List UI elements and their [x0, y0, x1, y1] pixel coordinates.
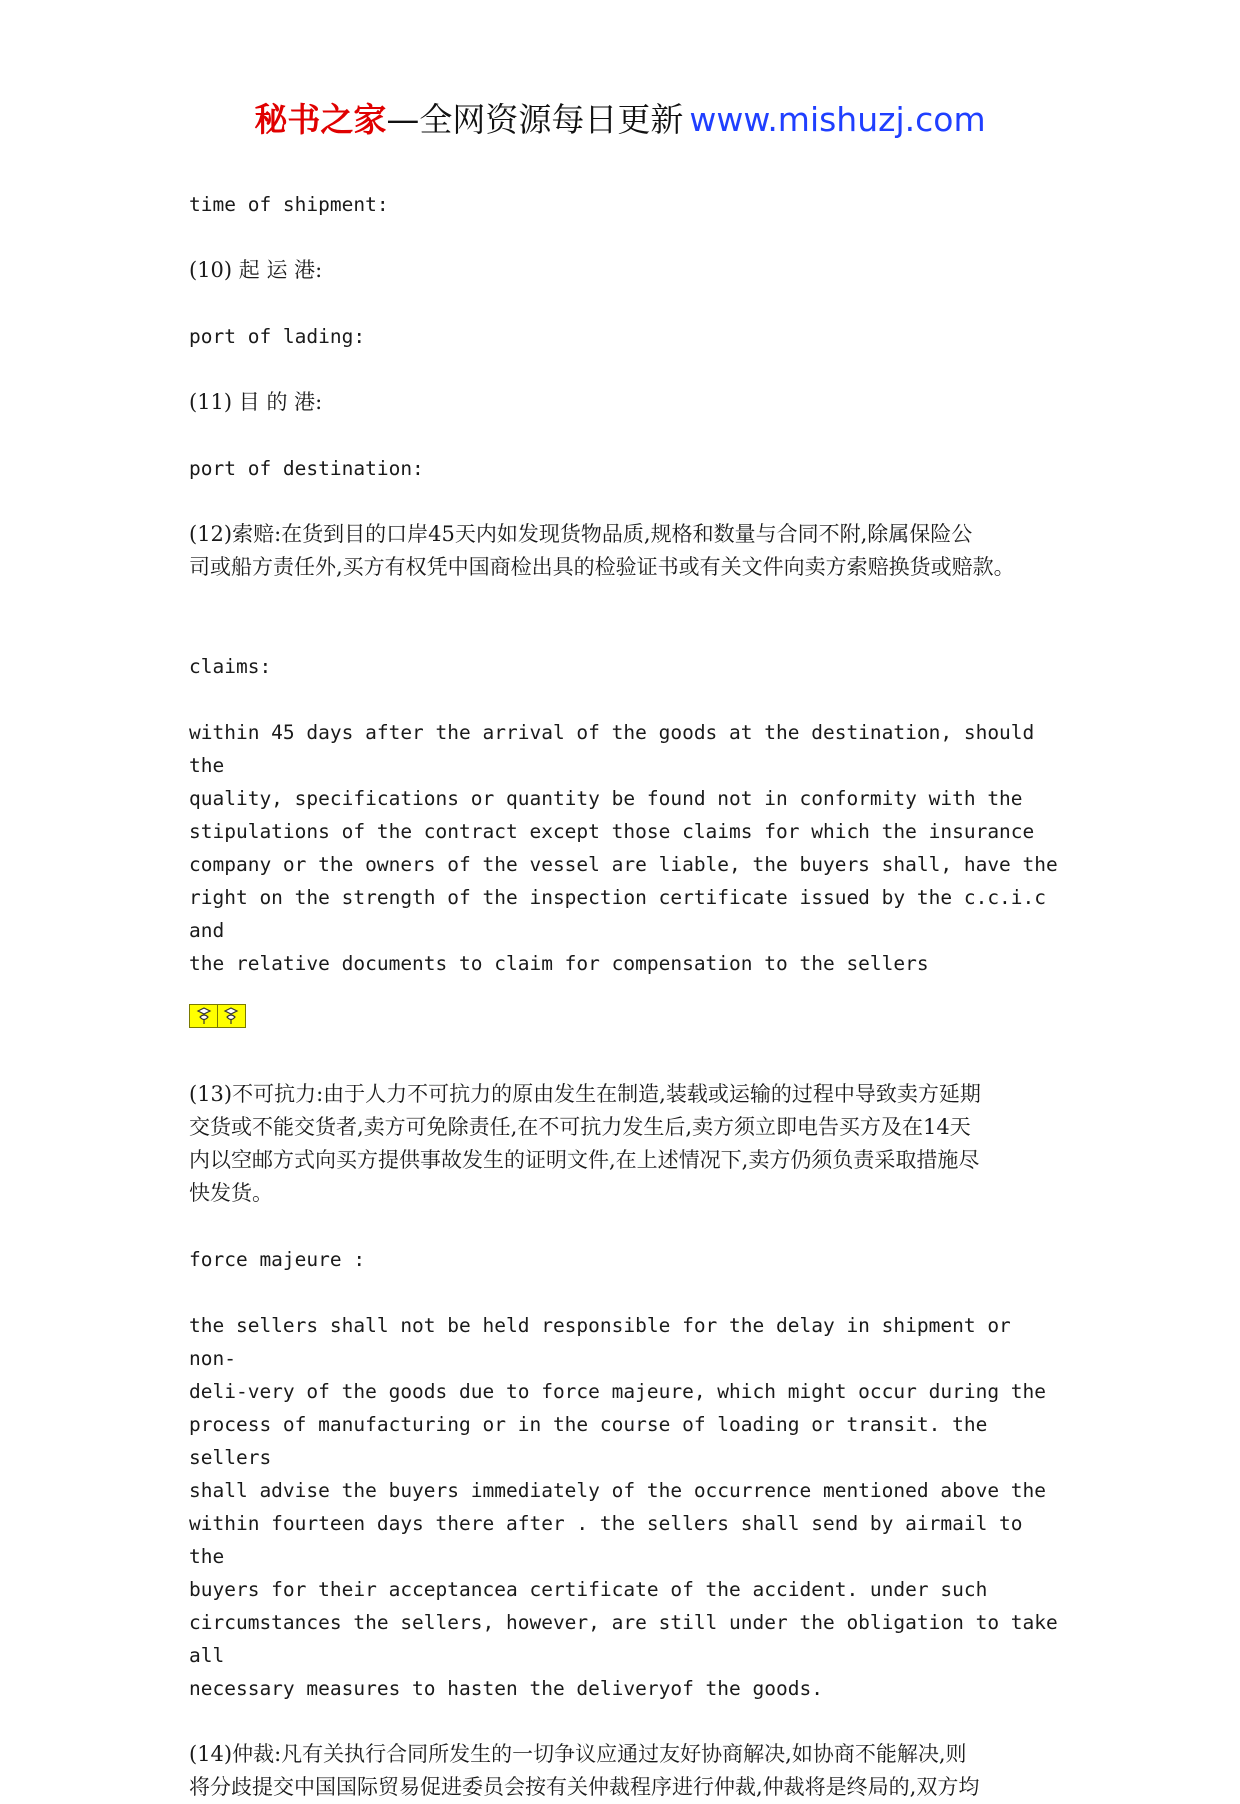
port-of-lading-label: port of lading:	[189, 325, 366, 348]
claims-en-line: stipulations of the contract except those claims for which the insurance	[189, 820, 1035, 843]
claims-en-line: the relative documents to claim for compensation to the sellers	[189, 952, 929, 975]
force-majeure-en-line: circumstances the sellers, however, are still under the obligation to take all	[189, 1611, 1070, 1667]
force-majeure-cn-paragraph	[189, 1078, 1069, 1210]
site-url-link[interactable]: www.mishuzj.com	[689, 100, 986, 139]
arbitration-cn-paragraph	[189, 1738, 1069, 1804]
force-majeure-en-paragraph	[189, 1309, 1069, 1705]
force-majeure-en-line: within fourteen days there after . the sellers shall send by airmail to the	[189, 1512, 1035, 1568]
force-majeure-cn-line: 内以空邮方式向买方提供事故发生的证明文件,在上述情况下,卖方仍须负责采取措施尽	[189, 1148, 980, 1172]
embedded-object-icon	[218, 1005, 244, 1027]
claims-cn-line: (12)索赔:在货到目的口岸45天内如发现货物品质,规格和数量与合同不附,除属保险公	[189, 522, 973, 546]
force-majeure-en-line: process of manufacturing or in the course of loading or transit. the sellers	[189, 1413, 1000, 1469]
force-majeure-cn-line: (13)不可抗力:由于人力不可抗力的原由发生在制造,装载或运输的过程中导致卖方延期	[189, 1082, 981, 1106]
claims-cn-paragraph	[189, 518, 1069, 584]
arbitration-cn-line: 将分歧提交中国国际贸易促进委员会按有关仲裁程序进行仲裁,仲裁将是终局的,双方均	[189, 1775, 980, 1799]
claims-en-line: company or the owners of the vessel are liable, the buyers shall, have the	[189, 853, 1058, 876]
force-majeure-cn-line: 交货或不能交货者,卖方可免除责任,在不可抗力发生后,卖方须立即电告买方及在14天	[189, 1115, 971, 1139]
slogan: —全网资源每日更新	[386, 100, 684, 139]
force-majeure-en-line: shall advise the buyers immediately of the occurrence mentioned above the	[189, 1479, 1047, 1502]
arbitration-cn-line: (14)仲裁:凡有关执行合同所发生的一切争议应通过友好协商解决,如协商不能解决,则	[189, 1742, 967, 1766]
embedded-object-widget[interactable]	[189, 1004, 246, 1028]
embedded-object-icon	[191, 1005, 218, 1027]
site-header	[0, 98, 1240, 142]
claims-en-paragraph	[189, 716, 1069, 980]
port-of-lading-cn: (10) 起 运 港:	[189, 258, 323, 282]
brand-name: 秘书之家	[254, 100, 387, 139]
force-majeure-en-line: deli-very of the goods due to force majeure, which might occur during the	[189, 1380, 1047, 1403]
claims-en-line: within 45 days after the arrival of the goods at the destination, should the	[189, 721, 1047, 777]
claims-cn-line: 司或船方责任外,买方有权凭中国商检出具的检验证书或有关文件向卖方索赔换货或赔款。	[189, 555, 1015, 579]
force-majeure-heading: force majeure :	[189, 1248, 366, 1271]
destination-port-cn: (11) 目 的 港:	[189, 390, 323, 414]
force-majeure-cn-line: 快发货。	[189, 1181, 273, 1205]
document-body	[189, 188, 1069, 1804]
force-majeure-en-line: the sellers shall not be held responsible for the delay in shipment or non-	[189, 1314, 1023, 1370]
shipment-time-label: time of shipment:	[189, 193, 389, 216]
claims-en-line: right on the strength of the inspection certificate issued by the c.c.i.c and	[189, 886, 1058, 942]
force-majeure-en-line: buyers for their acceptancea certificate of the accident. under such	[189, 1578, 988, 1601]
destination-port-label: port of destination:	[189, 457, 424, 480]
claims-heading: claims:	[189, 655, 272, 678]
force-majeure-en-line: necessary measures to hasten the deliveryof the goods.	[189, 1677, 823, 1700]
claims-en-line: quality, specifications or quantity be found not in conformity with the	[189, 787, 1023, 810]
